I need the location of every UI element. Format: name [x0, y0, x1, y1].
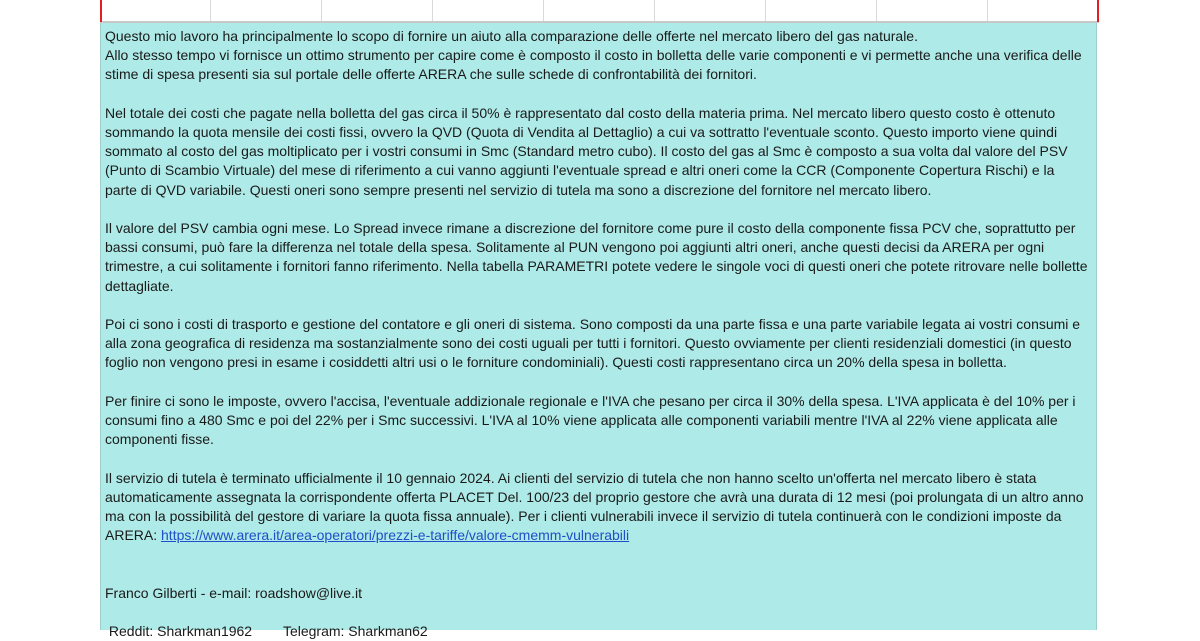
materia-prima-paragraph: Nel totale dei costi che pagate nella bolletta del gas circa il 50% è rappresentato dal costo della materia prima. Nel mercato libero questo costo è ottenuto sommando la quota mensile dei costi fissi, ovvero la QVD (Quota di Vendita al Dettaglio) a cui va sottratto l'eventuale sconto. Questo importo viene quindi sommato al costo del gas moltiplicato per i vostri consumi in Smc (Standard metro cubo). Il costo del gas al Smc è composto a sua volta dal valore del PSV (Punto di Scambio Virtuale) del mese di riferimento a cui vanno aggiunti l'eventuale spread e altri oneri come la CCR (Componente Copertura Rischi) e la parte di QVD variabile. Questi oneri sono sempre presenti nel servizio di tutela ma sono a discrezione del fornitore nel mercato libero.: [105, 104, 1068, 198]
tutela-paragraph: [105, 469, 1090, 546]
social-contacts: Reddit: Sharkman1962 Telegram: Sharkman62: [105, 623, 428, 640]
psv-paragraph: Il valore del PSV cambia ogni mese. Lo Spread invece rimane a discrezione del fornitore come pure il costo della componente fissa PCV che, soprattutto per bassi consumi, può fare la differenza nel totale della spesa. Solitamente al PUN vengono poi aggiunti altri oneri, anche questi decisi da ARERA per ogni trimestre, a cui solitamente i fornitori fanno riferimento. Nella tabella PARAMETRI potete vedere le singole voci di questi oneri che potete ritrovare nelle bollette dettagliate.: [105, 220, 1088, 294]
grid-cell[interactable]: [322, 0, 433, 21]
grid-cell[interactable]: [766, 0, 877, 21]
arera-vulnerabili-link[interactable]: https://www.arera.it/area-operatori/prezzi-e-tariffe/valore-cmemm-vulnerabili: [161, 527, 630, 544]
grid-cell[interactable]: [655, 0, 766, 21]
grid-cell[interactable]: [100, 0, 211, 21]
blank-line: [105, 603, 1090, 622]
selection-border-right: [1097, 0, 1099, 22]
grid-cell[interactable]: [544, 0, 655, 21]
author-contact: Franco Gilberti - e-mail: roadshow@live.it: [105, 584, 362, 601]
grid-cell[interactable]: [988, 0, 1099, 21]
grid-cell[interactable]: [877, 0, 988, 21]
imposte-paragraph: Per finire ci sono le imposte, ovvero l'accisa, l'eventuale addizionale regionale e l'IVA che pesano per circa il 30% della spesa. L'IVA applicata è del 10% per i consumi fino a 480 Smc e poi del 22% per i Smc successivi. L'IVA al 10% viene applicata alle componenti variabili mentre l'IVA al 22% viene applicata alle componenti fisse.: [105, 392, 1076, 448]
header-row: [100, 0, 1099, 23]
selection-border-left: [100, 0, 102, 22]
intro-line-2: Allo stesso tempo vi fornisce un ottimo strumento per capire come è composto il costo in bolletta delle varie componenti e vi permette anche una verifica delle stime di spesa presenti sia sul portale delle offerte ARERA che sulle schede di confrontabilità dei fornitori.: [105, 47, 1082, 83]
intro-paragraph: [105, 27, 1090, 85]
intro-line-1: Questo mio lavoro ha principalmente lo scopo di fornire un aiuto alla comparazione delle offerte nel mercato libero del gas naturale.: [105, 28, 918, 44]
grid-cell[interactable]: [211, 0, 322, 21]
info-text-box[interactable]: [100, 23, 1097, 640]
tutela-text: Il servizio di tutela è terminato ufficialmente il 10 gennaio 2024. Ai clienti del servizio di tutela che non hanno scelto un'offerta nel mercato libero è stata automaticamente assegnata la corrispondente offerta PLACET Del. 100/23 del proprio gestore che avrà una durata di 12 mesi (poi prolungata di un altro anno ma con la possibilità del gestore di variare la quota fissa annuale). Per i clienti vulnerabili invece il servizio di tutela continuerà con le condizioni imposte da ARERA:: [105, 469, 1084, 544]
spacer: [105, 545, 1090, 583]
trasporto-paragraph: Poi ci sono i costi di trasporto e gestione del contatore e gli oneri di sistema. Sono composti da una parte fissa e una parte variabile legata ai vostri consumi e alla zona geografica di residenza ma sostanzialmente sono dei costi uguali per tutti i fornitori. Questo ovviamente per clienti residenziali domestici (in questo foglio non vengono presi in esame i cosiddetti altri usi o le forniture condominiali). Questi costi rappresentano circa un 20% della spesa in bolletta.: [105, 316, 1081, 371]
spreadsheet-area: [100, 0, 1099, 640]
grid-cell[interactable]: [433, 0, 544, 21]
